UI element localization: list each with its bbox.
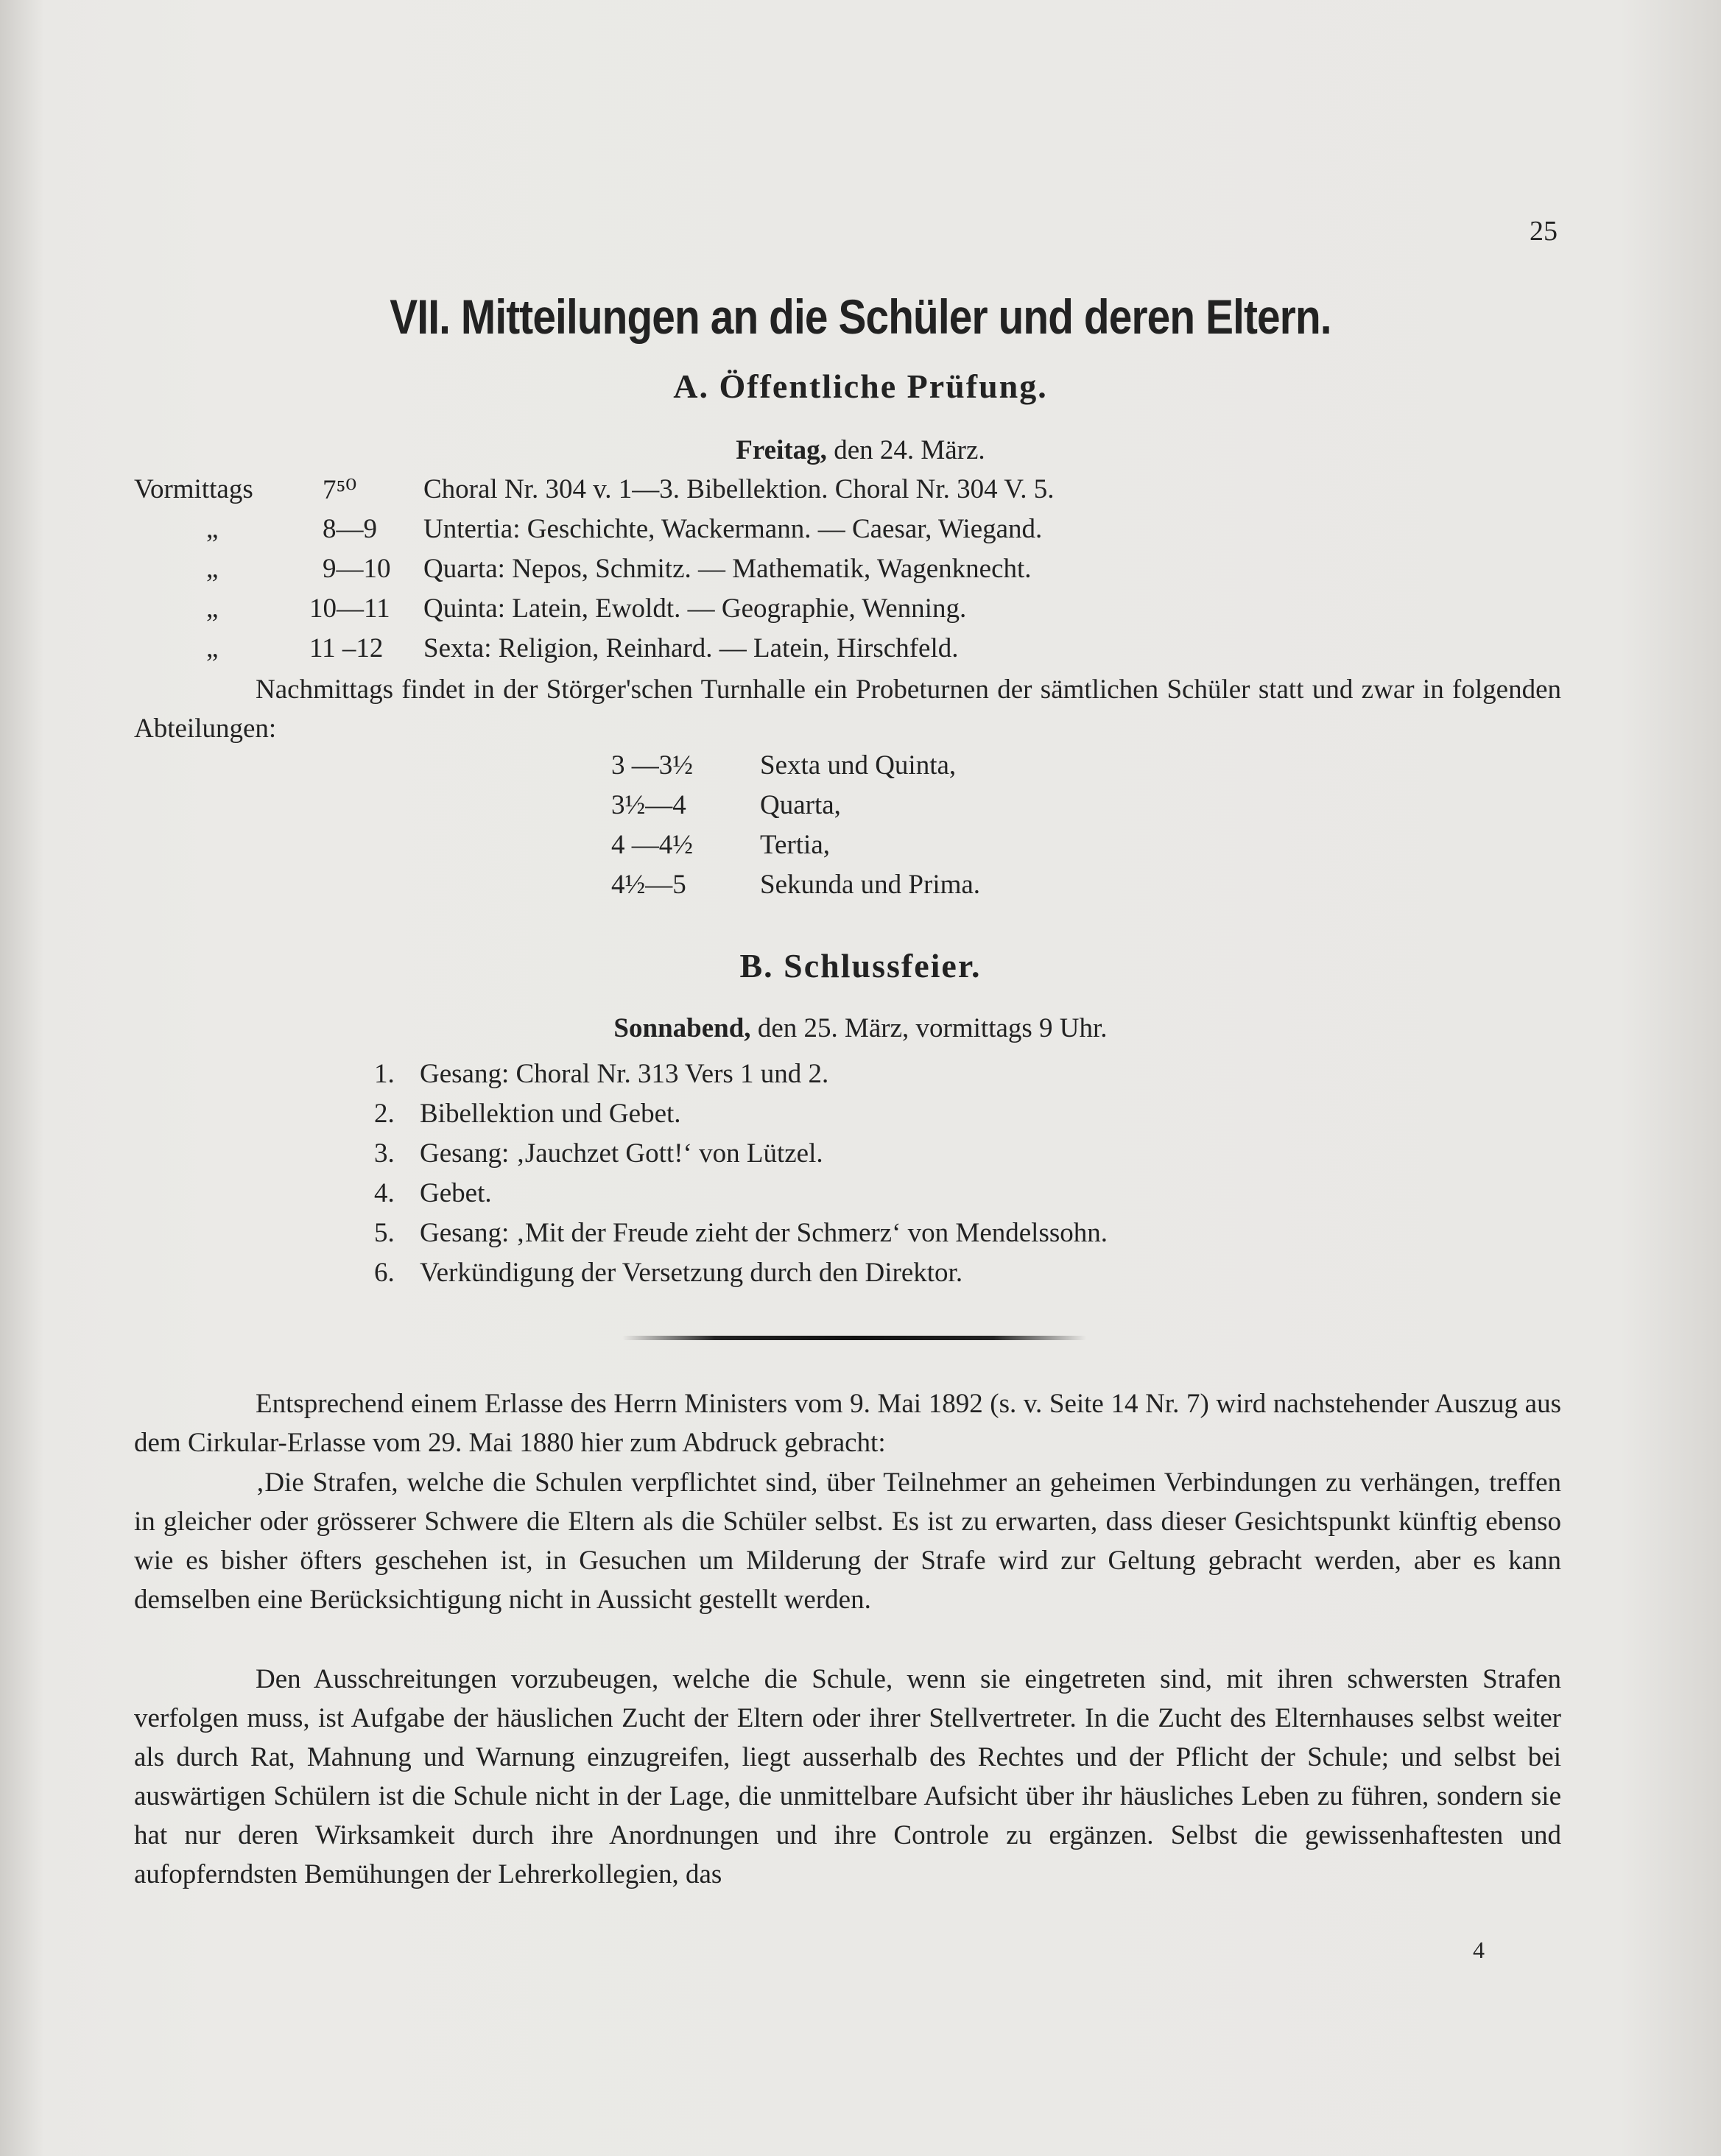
schedule-label: „ <box>206 633 219 663</box>
program-item-text: Verkündigung der Versetzung durch den Direktor. <box>420 1258 963 1288</box>
schedule-label: „ <box>206 593 219 624</box>
schedule-time: 7⁵⁰ <box>323 475 357 505</box>
section-b-heading: B. Schlussfeier. <box>739 947 982 984</box>
gym-slot-time: 4 —4½ <box>611 830 693 860</box>
section-a-date <box>0 434 1721 466</box>
gym-slot <box>0 829 1721 866</box>
program-item-number: 6. <box>374 1258 395 1288</box>
program-item-text: Bibellektion und Gebet. <box>420 1099 681 1129</box>
program-item-number: 1. <box>374 1059 395 1089</box>
chapter-title: VII. Mitteilungen an die Schüler und deren Eltern. <box>390 289 1331 344</box>
program-item <box>0 1217 1721 1254</box>
program-item-text: Gesang: Choral Nr. 313 Vers 1 und 2. <box>420 1059 829 1089</box>
schedule-text: Quarta: Nepos, Schmitz. — Mathematik, Wagenknecht. <box>423 554 1032 584</box>
section-divider <box>622 1336 1086 1340</box>
gym-slot-group: Quarta, <box>760 790 841 820</box>
section-a-weekday: Freitag, <box>736 435 827 465</box>
schedule-label: „ <box>206 514 219 544</box>
afternoon-text: Nachmittags findet in der Störger'schen Turnhalle ein Probeturnen der sämtlichen Schüler statt und zwar in folgenden Abteilungen: <box>134 674 1561 744</box>
program-item <box>0 1058 1721 1095</box>
schedule-label: Vormittags <box>134 474 253 504</box>
section-a-date-rest: den 24. März. <box>826 435 985 465</box>
program-item <box>0 1177 1721 1214</box>
schedule-text: Untertia: Geschichte, Wackermann. — Caesar, Wiegand. <box>423 514 1043 544</box>
gym-slot <box>0 789 1721 826</box>
gym-slot <box>0 869 1721 906</box>
gym-slot-group: Sekunda und Prima. <box>760 870 981 900</box>
schedule-row <box>0 473 1721 512</box>
schedule-row <box>0 513 1721 552</box>
section-b-weekday: Sonnabend, <box>613 1013 751 1043</box>
page-number: 25 <box>1530 216 1558 247</box>
section-b-date-rest: den 25. März, vormittags 9 Uhr. <box>750 1013 1108 1043</box>
body-paragraph-3 <box>134 1660 1561 1894</box>
gym-slot-group: Sexta und Quinta, <box>760 750 957 781</box>
afternoon-paragraph <box>134 670 1561 748</box>
body-paragraph-1 <box>134 1384 1561 1462</box>
gym-slot-group: Tertia, <box>760 830 830 860</box>
schedule-row <box>0 553 1721 591</box>
body-paragraph-3-text: Den Ausschreitungen vorzubeugen, welche die Schule, wenn sie eingetreten sind, mit ihren schwersten Strafen verfolgen muss, ist Aufgabe der häuslichen Zucht der Eltern oder ihrer Stellvertreter. In die Zucht des Elternhauses selbst weiter als durch Rat, Mahnung und Warnung einzugreifen, liegt ausserhalb des Rechtes und der Pflicht der Schule; und selbst bei auswärtigen Schülern ist die Schule nicht in der Lage, die unmittelbare Aufsicht über ihr häusliches Leben zu führen, sondern sie hat nur deren Wirksamkeit durch ihre Anordnungen und ihre Controle zu ergänzen. Selbst die gewissenhaftesten und aufopferndsten Bemühungen der Lehrerkollegien, das <box>134 1664 1561 1889</box>
schedule-text: Quinta: Latein, Ewoldt. — Geographie, Wenning. <box>423 593 967 624</box>
gym-slot-time: 3 —3½ <box>611 750 693 781</box>
gym-slot-time: 4½—5 <box>611 870 686 900</box>
schedule-text: Sexta: Religion, Reinhard. — Latein, Hirschfeld. <box>423 633 959 663</box>
gym-slot-time: 3½—4 <box>611 790 686 820</box>
program-item-number: 5. <box>374 1218 395 1248</box>
schedule-row <box>0 633 1721 671</box>
gym-slot <box>0 750 1721 786</box>
program-item-text: Gesang: ‚Mit der Freude zieht der Schmerz‘ von Mendelssohn. <box>420 1218 1108 1248</box>
program-item <box>0 1138 1721 1174</box>
program-item-number: 2. <box>374 1099 395 1129</box>
program-item-number: 4. <box>374 1178 395 1208</box>
program-item-text: Gebet. <box>420 1178 492 1208</box>
body-paragraph-2 <box>134 1463 1561 1619</box>
sheet-signature: 4 <box>1473 1937 1485 1963</box>
section-b-date <box>0 1012 1721 1044</box>
program-item <box>0 1098 1721 1135</box>
schedule-time: 9—10 <box>323 554 391 584</box>
section-a-heading: A. Öffentliche Prüfung. <box>673 367 1048 405</box>
schedule-text: Choral Nr. 304 v. 1—3. Bibellektion. Choral Nr. 304 V. 5. <box>423 474 1055 504</box>
schedule-label: „ <box>206 554 219 584</box>
program-item-text: Gesang: ‚Jauchzet Gott!‘ von Lützel. <box>420 1138 823 1169</box>
program-item-number: 3. <box>374 1138 395 1169</box>
schedule-time: 10—11 <box>309 593 390 624</box>
body-paragraph-2-text: ‚Die Strafen, welche die Schulen verpflichtet sind, über Teilnehmer an geheimen Verbindungen zu verhängen, treffen in gleicher oder grösserer Schwere die Eltern als die Schüler selbst. Es ist zu erwarten, dass dieser Gesichtspunkt künftig ebenso wie es bisher öfters geschehen ist, in Gesuchen um Milderung der Strafe wird zur Geltung gebracht werden, aber es kann demselben eine Berücksichtigung nicht in Aussicht gestellt werden. <box>134 1468 1561 1615</box>
body-paragraph-1-text: Entsprechend einem Erlasse des Herrn Ministers vom 9. Mai 1892 (s. v. Seite 14 Nr. 7) wird nachstehender Auszug aus dem Cirkular-Erlasse vom 29. Mai 1880 hier zum Abdruck gebracht: <box>134 1389 1561 1458</box>
schedule-time: 11 –12 <box>309 633 384 663</box>
program-item <box>0 1257 1721 1294</box>
schedule-row <box>0 593 1721 631</box>
schedule-time: 8—9 <box>323 514 377 544</box>
